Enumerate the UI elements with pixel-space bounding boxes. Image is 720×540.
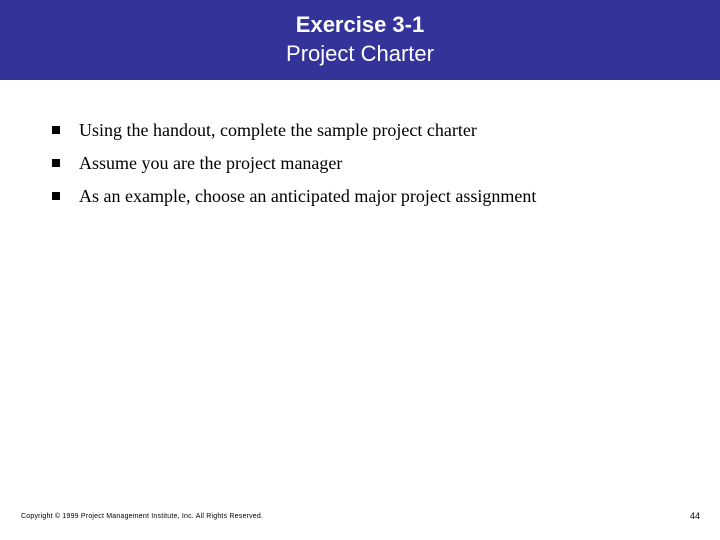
square-bullet-icon xyxy=(52,192,60,200)
bullet-item xyxy=(52,118,477,142)
copyright-notice: Copyright © 1999 Project Management Institute, Inc. All Rights Reserved. xyxy=(21,513,264,520)
bullet-item xyxy=(52,151,342,175)
bullet-text: Assume you are the project manager xyxy=(79,152,343,173)
slide-header xyxy=(0,0,720,80)
square-bullet-icon xyxy=(52,126,60,134)
bullet-item xyxy=(52,184,536,208)
page-number: 44 xyxy=(689,511,700,521)
slide-title: Exercise 3-1 xyxy=(295,12,425,37)
bullet-text: Using the handout, complete the sample project charter xyxy=(79,119,477,140)
bullet-text: As an example, choose an anticipated major project assignment xyxy=(79,185,537,206)
square-bullet-icon xyxy=(52,159,60,167)
slide-subtitle: Project Charter xyxy=(286,41,434,66)
